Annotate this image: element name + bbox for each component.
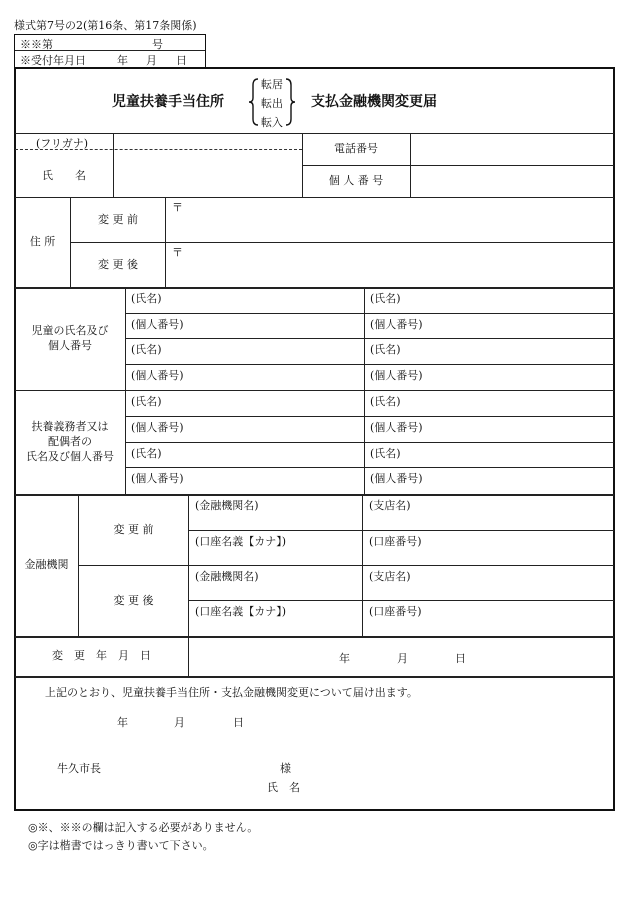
bank-label: 金融機関 [24,558,69,572]
supporter1-name: (氏名) [131,395,162,408]
child4-number: (個人番号) [370,369,423,382]
mayor-label: 牛久市長 [57,762,101,775]
bank-before-label: 変 更 前 [113,522,154,536]
personal-number-label: 個 人 番 号 [328,174,384,188]
supporters-label-line1: 扶養義務者又は [31,420,109,434]
branch-name-before: (支店名) [369,499,411,512]
reception-number-suffix: 号 [152,38,163,51]
address-before-field[interactable] [166,198,614,242]
address-after-label: 変 更 後 [98,257,138,271]
personal-number-field[interactable] [411,166,614,197]
name-field[interactable] [114,150,302,197]
postal-mark-before: 〒 [172,201,183,214]
option-tenkyo: 転居 [261,78,283,91]
phone-field[interactable] [411,134,614,165]
form-number: 様式第7号の2(第16条、第17条関係) [14,19,197,32]
bank-after-label: 変 更 後 [113,593,154,607]
supporters-label-line3: 氏名及び個人番号 [26,449,114,463]
bank-name-before: (金融機関名) [195,499,259,512]
note-1: ◎※、※※の欄は記入する必要がありません。 [28,821,259,834]
postal-mark-after: 〒 [172,246,183,259]
change-date-month: 月 [397,652,408,665]
reception-year: 年 [117,54,128,67]
bank-name-after: (金融機関名) [195,570,259,583]
child2-number: (個人番号) [370,318,423,331]
child1-name: (氏名) [131,292,162,305]
furigana-label: (フリガナ) [36,137,89,150]
reception-month: 月 [146,54,157,67]
child1-number: (個人番号) [131,318,184,331]
account-holder-before: (口座名義【カナ】) [195,535,287,548]
honorific-label: 様 [280,762,291,775]
supporter2-name: (氏名) [370,395,401,408]
children-label-line1: 児童の氏名及び [31,324,109,338]
declaration-day: 日 [233,716,244,729]
children-label [15,288,125,390]
account-number-after: (口座番号) [369,605,422,618]
children-label-line2: 個人番号 [48,339,92,352]
address-before-label: 変 更 前 [98,212,138,226]
address-after-field[interactable] [166,243,614,287]
signer-name-label: 氏 名 [267,781,300,794]
account-holder-after: (口座名義【カナ】) [195,605,287,618]
change-date-label: 変 更 年 月 日 [52,649,151,663]
declaration-text: 上記のとおり、児童扶養手当住所・支払金融機関変更について届け出ます。 [45,686,418,699]
declaration-year: 年 [117,716,128,729]
reception-date-label: ※受付年月日 [20,54,86,67]
supporter2-number: (個人番号) [370,421,423,434]
change-date-day: 日 [455,652,466,665]
change-date-year: 年 [339,652,350,665]
supporter3-number: (個人番号) [131,472,184,485]
reception-day: 日 [176,54,187,67]
note-2: ◎字は楷書ではっきり書いて下さい。 [28,839,214,852]
child4-name: (氏名) [370,343,401,356]
name-label: 氏 名 [42,169,86,182]
supporter3-name: (氏名) [131,447,162,460]
address-label: 住 所 [29,235,56,249]
reception-number-label: ※※第 [20,38,53,51]
declaration-month: 月 [174,716,185,729]
supporter4-name: (氏名) [370,447,401,460]
phone-label: 電話番号 [334,142,378,156]
option-tennyu: 転入 [261,116,283,129]
child3-number: (個人番号) [131,369,184,382]
supporters-label-line2: 配偶者の [48,435,92,449]
supporter1-number: (個人番号) [131,421,184,434]
title-left: 児童扶養手当住所 [112,94,224,110]
supporters-label [15,391,125,494]
option-tenshutsu: 転出 [261,97,283,110]
child2-name: (氏名) [370,292,401,305]
supporter4-number: (個人番号) [370,472,423,485]
branch-name-after: (支店名) [369,570,411,583]
title-right: 支払金融機関変更届 [311,94,437,110]
child3-name: (氏名) [131,343,162,356]
account-number-before: (口座番号) [369,535,422,548]
